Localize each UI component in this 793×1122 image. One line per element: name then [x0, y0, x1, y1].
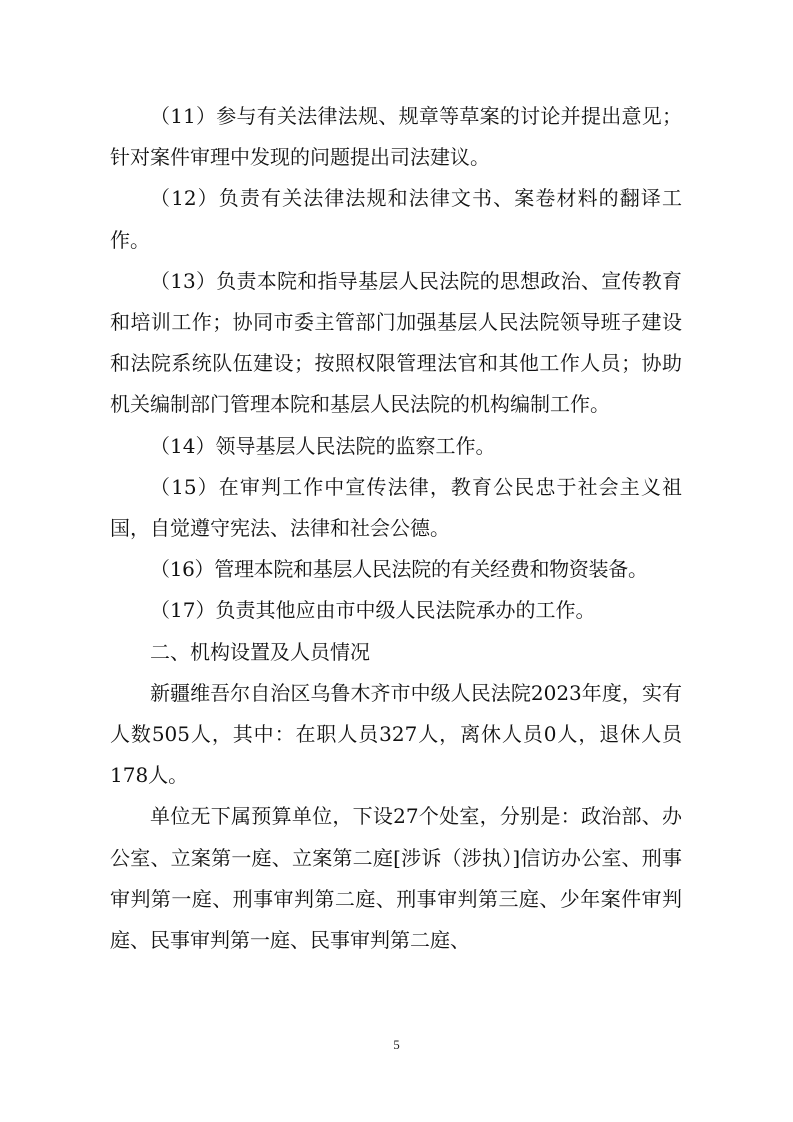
- paragraph-departments: 单位无下属预算单位，下设27个处室，分别是：政治部、办公室、立案第一庭、立案第二庭[涉诉（涉执）]信访办公室、刑事审判第一庭、刑事审判第二庭、刑事审判第三庭、少年案件审判庭、民事审判第一庭、民事审判第二庭、: [110, 804, 682, 953]
- paragraph-staffing: 新疆维吾尔自治区乌鲁木齐市中级人民法院2023年度，实有人数505人，其中：在职人员327人，离休人员0人，退休人员178人。: [110, 680, 682, 788]
- paragraph-item-15: （15）在审判工作中宣传法律，教育公民忠于社会主义祖国，自觉遵守宪法、法律和社会公德。: [110, 474, 682, 541]
- paragraph-item-17: （17）负责其他应由市中级人民法院承办的工作。: [150, 598, 596, 623]
- page-number: 5: [393, 1037, 400, 1052]
- document-body: [110, 96, 682, 961]
- paragraph-item-11: （11）参与有关法律法规、规章等草案的讨论并提出意见；针对案件审理中发现的问题提出司法建议。: [110, 104, 682, 170]
- paragraph-item-12: （12）负责有关法律法规和法律文书、案卷材料的翻译工作。: [110, 186, 682, 252]
- paragraph-item-16: （16）管理本院和基层人民法院的有关经费和物资装备。: [150, 557, 648, 582]
- paragraph-item-14: （14）领导基层人民法院的监察工作。: [150, 433, 496, 458]
- paragraph-item-13: （13）负责本院和指导基层人民法院的思想政治、宣传教育和培训工作；协同市委主管部门加强基层人民法院领导班子建设和法院系统队伍建设；按照权限管理法官和其他工作人员；协助机关编制部门管理本院和基层人民法院的机构编制工作。: [110, 268, 682, 417]
- section-heading: 二、机构设置及人员情况: [150, 639, 370, 664]
